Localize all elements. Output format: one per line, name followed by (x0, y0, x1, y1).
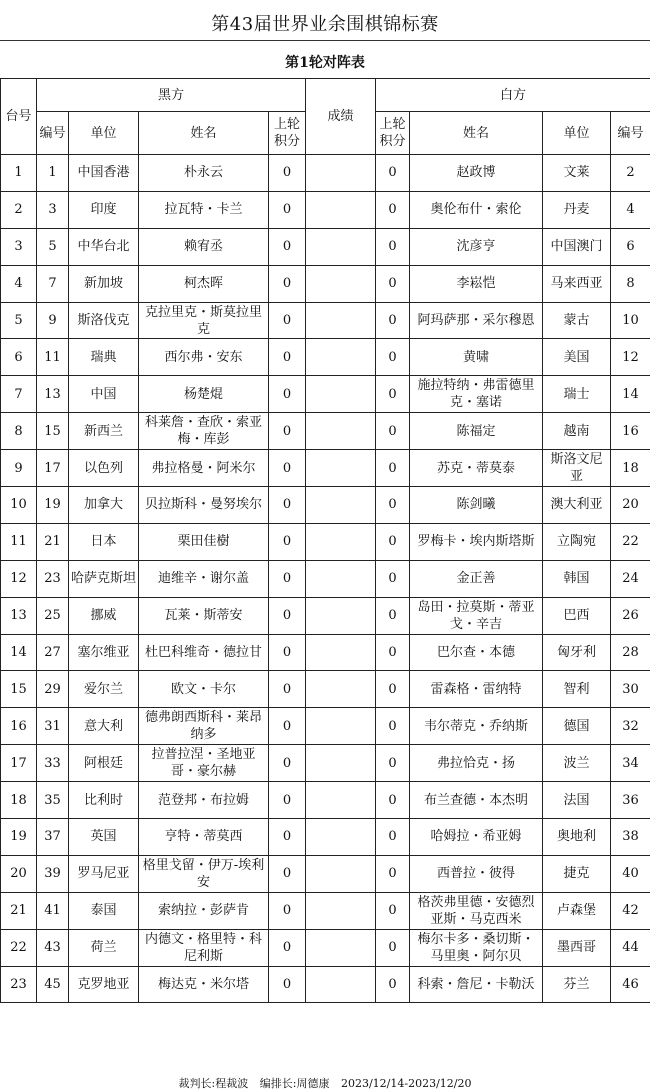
black-unit-cell: 克罗地亚 (69, 966, 139, 1003)
white-prev-score-cell: 0 (376, 339, 410, 376)
white-prev-score-cell: 0 (376, 155, 410, 192)
white-name-cell: 弗拉恰克・扬 (410, 745, 543, 782)
black-number-cell: 21 (37, 523, 69, 560)
white-unit-cell: 卢森堡 (543, 892, 611, 929)
white-unit-cell: 马来西亚 (543, 265, 611, 302)
white-number-cell: 30 (611, 671, 650, 708)
pairing-rows (1, 155, 650, 1003)
black-number-cell: 17 (37, 450, 69, 487)
result-white-cell (341, 523, 376, 560)
table-no-cell: 8 (1, 413, 37, 450)
black-prev-score-cell: 0 (269, 855, 306, 892)
black-name-cell: 柯杰晖 (139, 265, 269, 302)
white-number-cell: 24 (611, 560, 650, 597)
table-row (1, 450, 650, 487)
table-no-cell: 1 (1, 155, 37, 192)
table-no-cell: 9 (1, 450, 37, 487)
result-black-cell (306, 376, 341, 413)
black-name-cell: 拉瓦特・卡兰 (139, 191, 269, 228)
white-number-cell: 18 (611, 450, 650, 487)
header-black-unit: 单位 (69, 112, 139, 155)
black-unit-cell: 比利时 (69, 782, 139, 819)
white-unit-cell: 中国澳门 (543, 228, 611, 265)
table-row (1, 966, 650, 1003)
table-row (1, 597, 650, 634)
table-no-cell: 18 (1, 782, 37, 819)
black-number-cell: 27 (37, 634, 69, 671)
black-name-cell: 克拉里克・斯莫拉里克 (139, 302, 269, 339)
white-name-cell: 奥伦布什・索伦 (410, 191, 543, 228)
result-white-cell (341, 302, 376, 339)
black-unit-cell: 阿根廷 (69, 745, 139, 782)
white-prev-score-cell: 0 (376, 302, 410, 339)
white-name-cell: 阿玛萨那・采尔穆恩 (410, 302, 543, 339)
black-unit-cell: 爱尔兰 (69, 671, 139, 708)
result-white-cell (341, 487, 376, 524)
white-prev-score-cell: 0 (376, 671, 410, 708)
white-unit-cell: 韩国 (543, 560, 611, 597)
black-unit-cell: 以色列 (69, 450, 139, 487)
white-number-cell: 40 (611, 855, 650, 892)
black-unit-cell: 意大利 (69, 708, 139, 745)
event-dates: 2023/12/14-2023/12/20 (340, 1077, 472, 1090)
result-white-cell (341, 634, 376, 671)
black-unit-cell: 哈萨克斯坦 (69, 560, 139, 597)
table-no-cell: 12 (1, 560, 37, 597)
white-number-cell: 42 (611, 892, 650, 929)
result-black-cell (306, 634, 341, 671)
black-prev-score-cell: 0 (269, 376, 306, 413)
white-number-cell: 26 (611, 597, 650, 634)
black-prev-score-cell: 0 (269, 892, 306, 929)
black-name-cell: 欧文・卡尔 (139, 671, 269, 708)
black-prev-score-cell: 0 (269, 966, 306, 1003)
header-white-name: 姓名 (410, 112, 543, 155)
header-white-number: 编号 (611, 112, 650, 155)
table-row (1, 228, 650, 265)
table-row (1, 745, 650, 782)
black-unit-cell: 新加坡 (69, 265, 139, 302)
result-white-cell (341, 413, 376, 450)
white-prev-score-cell: 0 (376, 376, 410, 413)
title-divider (0, 40, 650, 41)
table-row (1, 302, 650, 339)
white-number-cell: 36 (611, 782, 650, 819)
white-prev-score-cell: 0 (376, 228, 410, 265)
white-unit-cell: 美国 (543, 339, 611, 376)
black-unit-cell: 英国 (69, 819, 139, 856)
white-number-cell: 32 (611, 708, 650, 745)
white-name-cell: 赵政博 (410, 155, 543, 192)
white-number-cell: 22 (611, 523, 650, 560)
result-black-cell (306, 819, 341, 856)
result-black-cell (306, 745, 341, 782)
footer (0, 1075, 650, 1091)
white-name-cell: 梅尔卡多・桑切斯・马里奥・阿尔贝 (410, 929, 543, 966)
table-row (1, 155, 650, 192)
pairing-table (0, 78, 650, 1003)
result-white-cell (341, 855, 376, 892)
black-unit-cell: 中国 (69, 376, 139, 413)
white-name-cell: 韦尔蒂克・乔纳斯 (410, 708, 543, 745)
black-name-cell: 朴永云 (139, 155, 269, 192)
result-black-cell (306, 191, 341, 228)
result-white-cell (341, 265, 376, 302)
white-name-cell: 施拉特纳・弗雷德里克・塞诺 (410, 376, 543, 413)
white-number-cell: 28 (611, 634, 650, 671)
result-white-cell (341, 671, 376, 708)
black-prev-score-cell: 0 (269, 745, 306, 782)
black-number-cell: 15 (37, 413, 69, 450)
result-black-cell (306, 302, 341, 339)
black-unit-cell: 中国香港 (69, 155, 139, 192)
white-name-cell: 科索・詹尼・卡勒沃 (410, 966, 543, 1003)
result-white-cell (341, 191, 376, 228)
white-prev-score-cell: 0 (376, 966, 410, 1003)
black-unit-cell: 荷兰 (69, 929, 139, 966)
result-black-cell (306, 339, 341, 376)
white-unit-cell: 波兰 (543, 745, 611, 782)
black-number-cell: 37 (37, 819, 69, 856)
black-prev-score-cell: 0 (269, 819, 306, 856)
black-name-cell: 梅达克・米尔塔 (139, 966, 269, 1003)
white-number-cell: 20 (611, 487, 650, 524)
result-black-cell (306, 228, 341, 265)
black-name-cell: 赖宥丞 (139, 228, 269, 265)
table-row (1, 523, 650, 560)
black-prev-score-cell: 0 (269, 560, 306, 597)
result-white-cell (341, 597, 376, 634)
white-number-cell: 10 (611, 302, 650, 339)
white-name-cell: 罗梅卡・埃内斯塔斯 (410, 523, 543, 560)
header-black-number: 编号 (37, 112, 69, 155)
result-black-cell (306, 892, 341, 929)
white-unit-cell: 文莱 (543, 155, 611, 192)
header-white-side: 白方 (376, 79, 650, 112)
white-unit-cell: 越南 (543, 413, 611, 450)
white-number-cell: 6 (611, 228, 650, 265)
table-row (1, 376, 650, 413)
white-prev-score-cell: 0 (376, 597, 410, 634)
black-prev-score-cell: 0 (269, 487, 306, 524)
black-name-cell: 瓦莱・斯蒂安 (139, 597, 269, 634)
black-unit-cell: 泰国 (69, 892, 139, 929)
black-number-cell: 1 (37, 155, 69, 192)
table-row (1, 634, 650, 671)
white-name-cell: 陈福定 (410, 413, 543, 450)
table-no-cell: 11 (1, 523, 37, 560)
table-no-cell: 17 (1, 745, 37, 782)
white-prev-score-cell: 0 (376, 560, 410, 597)
table-no-cell: 3 (1, 228, 37, 265)
white-name-cell: 格茨弗里德・安德烈亚斯・马克西米 (410, 892, 543, 929)
white-name-cell: 哈姆拉・希亚姆 (410, 819, 543, 856)
white-name-cell: 巴尔查・本德 (410, 634, 543, 671)
white-number-cell: 34 (611, 745, 650, 782)
referee-label: 裁判长:程裁波 (178, 1077, 249, 1090)
table-row (1, 265, 650, 302)
table-no-cell: 7 (1, 376, 37, 413)
table-no-cell: 21 (1, 892, 37, 929)
black-name-cell: 内德文・格里特・科尼利斯 (139, 929, 269, 966)
white-prev-score-cell: 0 (376, 855, 410, 892)
table-row (1, 339, 650, 376)
table-row (1, 782, 650, 819)
white-prev-score-cell: 0 (376, 782, 410, 819)
black-prev-score-cell: 0 (269, 265, 306, 302)
result-black-cell (306, 597, 341, 634)
black-prev-score-cell: 0 (269, 708, 306, 745)
table-no-cell: 14 (1, 634, 37, 671)
white-name-cell: 雷森格・雷纳特 (410, 671, 543, 708)
result-black-cell (306, 966, 341, 1003)
table-row (1, 560, 650, 597)
white-number-cell: 8 (611, 265, 650, 302)
pairing-officer-label: 编排长:周德康 (259, 1077, 330, 1090)
header-result: 成绩 (306, 79, 376, 155)
white-number-cell: 12 (611, 339, 650, 376)
white-prev-score-cell: 0 (376, 892, 410, 929)
table-no-cell: 10 (1, 487, 37, 524)
black-name-cell: 贝拉斯科・曼努埃尔 (139, 487, 269, 524)
white-number-cell: 4 (611, 191, 650, 228)
black-number-cell: 41 (37, 892, 69, 929)
table-no-cell: 23 (1, 966, 37, 1003)
result-white-cell (341, 560, 376, 597)
result-white-cell (341, 782, 376, 819)
black-unit-cell: 日本 (69, 523, 139, 560)
black-number-cell: 29 (37, 671, 69, 708)
black-prev-score-cell: 0 (269, 191, 306, 228)
white-number-cell: 16 (611, 413, 650, 450)
white-name-cell: 沈彦亨 (410, 228, 543, 265)
white-name-cell: 岛田・拉莫斯・蒂亚戈・辛吉 (410, 597, 543, 634)
white-unit-cell: 智利 (543, 671, 611, 708)
black-prev-score-cell: 0 (269, 671, 306, 708)
white-name-cell: 布兰查德・本杰明 (410, 782, 543, 819)
black-name-cell: 西尔弗・安东 (139, 339, 269, 376)
table-row (1, 671, 650, 708)
black-number-cell: 13 (37, 376, 69, 413)
white-prev-score-cell: 0 (376, 929, 410, 966)
black-unit-cell: 新西兰 (69, 413, 139, 450)
black-name-cell: 亨特・蒂莫西 (139, 819, 269, 856)
result-black-cell (306, 929, 341, 966)
table-no-cell: 13 (1, 597, 37, 634)
white-prev-score-cell: 0 (376, 413, 410, 450)
black-prev-score-cell: 0 (269, 597, 306, 634)
black-name-cell: 格里戈留・伊万-埃利安 (139, 855, 269, 892)
table-no-cell: 19 (1, 819, 37, 856)
result-white-cell (341, 708, 376, 745)
result-black-cell (306, 671, 341, 708)
table-row (1, 708, 650, 745)
black-prev-score-cell: 0 (269, 339, 306, 376)
white-number-cell: 44 (611, 929, 650, 966)
white-name-cell: 苏克・蒂莫泰 (410, 450, 543, 487)
black-number-cell: 25 (37, 597, 69, 634)
result-white-cell (341, 929, 376, 966)
white-number-cell: 2 (611, 155, 650, 192)
black-name-cell: 杨楚焜 (139, 376, 269, 413)
white-unit-cell: 斯洛文尼亚 (543, 450, 611, 487)
white-name-cell: 黄啸 (410, 339, 543, 376)
white-unit-cell: 奥地利 (543, 819, 611, 856)
white-unit-cell: 匈牙利 (543, 634, 611, 671)
white-prev-score-cell: 0 (376, 523, 410, 560)
black-number-cell: 19 (37, 487, 69, 524)
table-no-cell: 5 (1, 302, 37, 339)
table-no-cell: 22 (1, 929, 37, 966)
black-prev-score-cell: 0 (269, 228, 306, 265)
header-black-prev-score: 上轮积分 (269, 112, 306, 155)
table-no-cell: 16 (1, 708, 37, 745)
black-unit-cell: 中华台北 (69, 228, 139, 265)
result-black-cell (306, 265, 341, 302)
round-subtitle: 第1轮对阵表 (285, 55, 365, 71)
black-prev-score-cell: 0 (269, 634, 306, 671)
white-name-cell: 陈剑曦 (410, 487, 543, 524)
result-black-cell (306, 855, 341, 892)
result-white-cell (341, 745, 376, 782)
white-prev-score-cell: 0 (376, 819, 410, 856)
header-white-prev-score: 上轮积分 (376, 112, 410, 155)
table-row (1, 191, 650, 228)
table-row (1, 413, 650, 450)
black-prev-score-cell: 0 (269, 929, 306, 966)
white-prev-score-cell: 0 (376, 450, 410, 487)
black-name-cell: 范登邦・布拉姆 (139, 782, 269, 819)
result-black-cell (306, 155, 341, 192)
header-black-name: 姓名 (139, 112, 269, 155)
white-prev-score-cell: 0 (376, 265, 410, 302)
table-no-cell: 4 (1, 265, 37, 302)
black-prev-score-cell: 0 (269, 413, 306, 450)
black-unit-cell: 塞尔维亚 (69, 634, 139, 671)
white-prev-score-cell: 0 (376, 634, 410, 671)
black-name-cell: 弗拉格曼・阿米尔 (139, 450, 269, 487)
table-row (1, 892, 650, 929)
result-white-cell (341, 892, 376, 929)
black-number-cell: 33 (37, 745, 69, 782)
black-name-cell: 迪维辛・谢尔盖 (139, 560, 269, 597)
result-white-cell (341, 819, 376, 856)
white-unit-cell: 捷克 (543, 855, 611, 892)
white-unit-cell: 芬兰 (543, 966, 611, 1003)
black-unit-cell: 印度 (69, 191, 139, 228)
table-no-cell: 15 (1, 671, 37, 708)
white-number-cell: 38 (611, 819, 650, 856)
white-unit-cell: 墨西哥 (543, 929, 611, 966)
black-name-cell: 科莱詹・查欣・索亚梅・库彭 (139, 413, 269, 450)
white-number-cell: 46 (611, 966, 650, 1003)
result-white-cell (341, 155, 376, 192)
table-row (1, 819, 650, 856)
table-no-cell: 20 (1, 855, 37, 892)
result-white-cell (341, 376, 376, 413)
black-name-cell: 拉普拉涅・圣地亚哥・豪尔赫 (139, 745, 269, 782)
black-prev-score-cell: 0 (269, 302, 306, 339)
black-name-cell: 栗田佳樹 (139, 523, 269, 560)
result-white-cell (341, 966, 376, 1003)
white-prev-score-cell: 0 (376, 745, 410, 782)
result-black-cell (306, 560, 341, 597)
white-unit-cell: 蒙古 (543, 302, 611, 339)
result-black-cell (306, 450, 341, 487)
black-unit-cell: 挪威 (69, 597, 139, 634)
table-row (1, 929, 650, 966)
black-prev-score-cell: 0 (269, 155, 306, 192)
black-unit-cell: 瑞典 (69, 339, 139, 376)
black-name-cell: 德弗朗西斯科・莱昂纳多 (139, 708, 269, 745)
header-black-side: 黑方 (37, 79, 306, 112)
black-prev-score-cell: 0 (269, 450, 306, 487)
table-row (1, 487, 650, 524)
result-white-cell (341, 339, 376, 376)
document-title: 第43届世界业余围棋锦标赛 (211, 14, 439, 35)
white-unit-cell: 澳大利亚 (543, 487, 611, 524)
white-unit-cell: 德国 (543, 708, 611, 745)
result-black-cell (306, 413, 341, 450)
black-number-cell: 43 (37, 929, 69, 966)
header-white-unit: 单位 (543, 112, 611, 155)
table-no-cell: 6 (1, 339, 37, 376)
result-black-cell (306, 782, 341, 819)
black-number-cell: 7 (37, 265, 69, 302)
white-unit-cell: 巴西 (543, 597, 611, 634)
white-unit-cell: 瑞士 (543, 376, 611, 413)
white-name-cell: 李崧恺 (410, 265, 543, 302)
table-no-cell: 2 (1, 191, 37, 228)
black-number-cell: 45 (37, 966, 69, 1003)
black-number-cell: 11 (37, 339, 69, 376)
white-prev-score-cell: 0 (376, 487, 410, 524)
black-number-cell: 35 (37, 782, 69, 819)
table-row (1, 855, 650, 892)
white-prev-score-cell: 0 (376, 708, 410, 745)
black-number-cell: 39 (37, 855, 69, 892)
white-name-cell: 金正善 (410, 560, 543, 597)
result-black-cell (306, 523, 341, 560)
black-prev-score-cell: 0 (269, 782, 306, 819)
white-unit-cell: 法国 (543, 782, 611, 819)
result-black-cell (306, 708, 341, 745)
black-name-cell: 杜巴科维奇・德拉甘 (139, 634, 269, 671)
white-prev-score-cell: 0 (376, 191, 410, 228)
result-white-cell (341, 450, 376, 487)
black-unit-cell: 加拿大 (69, 487, 139, 524)
black-number-cell: 23 (37, 560, 69, 597)
black-prev-score-cell: 0 (269, 523, 306, 560)
black-unit-cell: 罗马尼亚 (69, 855, 139, 892)
black-name-cell: 索纳拉・彭萨肯 (139, 892, 269, 929)
white-unit-cell: 丹麦 (543, 191, 611, 228)
black-unit-cell: 斯洛伐克 (69, 302, 139, 339)
header-table-no: 台号 (1, 79, 37, 155)
white-unit-cell: 立陶宛 (543, 523, 611, 560)
black-number-cell: 5 (37, 228, 69, 265)
result-black-cell (306, 487, 341, 524)
white-number-cell: 14 (611, 376, 650, 413)
black-number-cell: 31 (37, 708, 69, 745)
black-number-cell: 3 (37, 191, 69, 228)
black-number-cell: 9 (37, 302, 69, 339)
result-white-cell (341, 228, 376, 265)
white-name-cell: 西普拉・彼得 (410, 855, 543, 892)
